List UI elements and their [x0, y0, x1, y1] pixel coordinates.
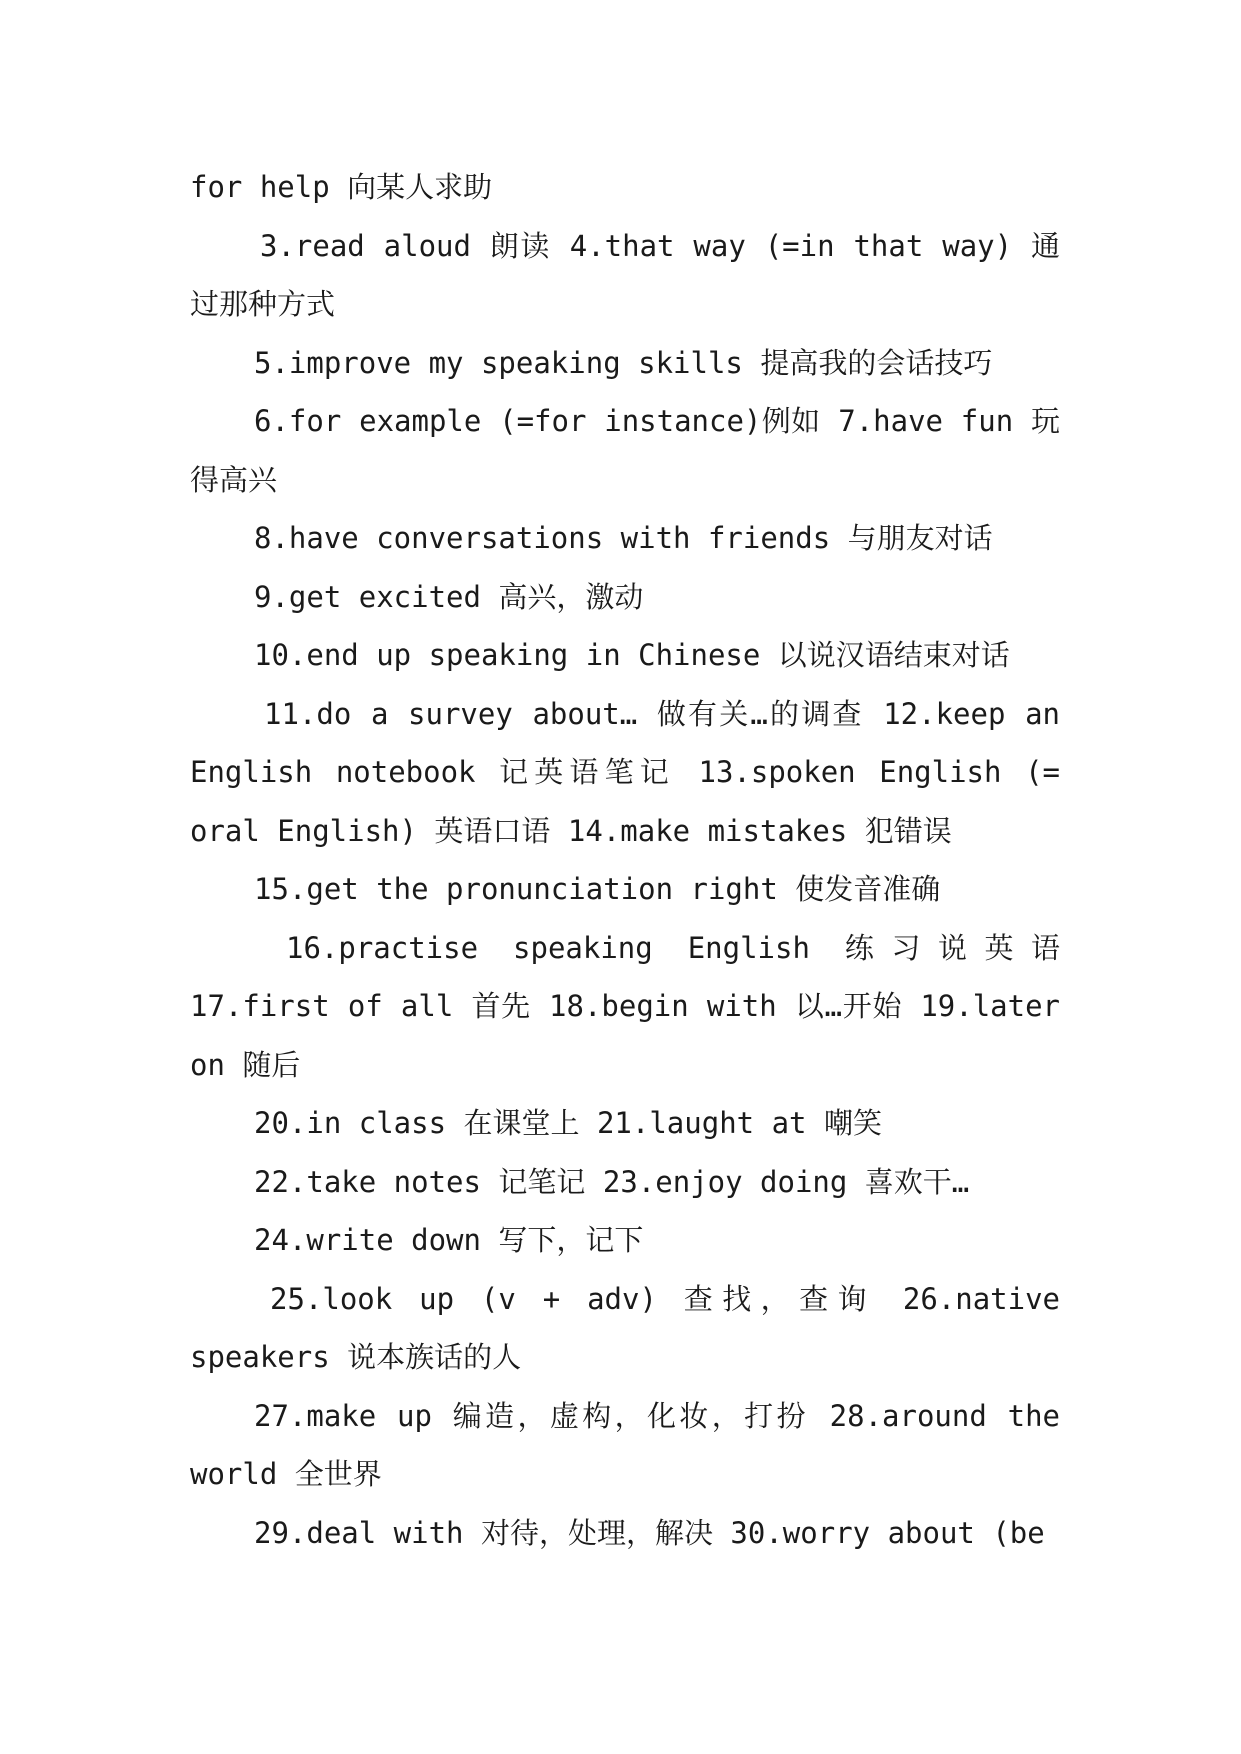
vocab-paragraph-3: 5.improve my speaking skills 提高我的会话技巧 [254, 345, 993, 380]
vocab-paragraph-12: 22.take notes 记笔记 23.enjoy doing 喜欢干… [254, 1164, 970, 1199]
vocab-paragraph-5: 8.have conversations with friends 与朋友对话 [254, 521, 993, 555]
vocab-paragraph-7: 10.end up speaking in Chinese 以说汉语结束对话 [254, 638, 1010, 672]
vocab-paragraph-4: 6.for example (=for instance)例如 7.have fun 玩得高兴 [190, 404, 1060, 497]
vocab-paragraph-9: 15.get the pronunciation right 使发音准确 [254, 872, 941, 906]
vocab-paragraph-13: 24.write down 写下，记下 [254, 1223, 644, 1257]
vocab-paragraph-2: 3.read aloud 朗读 4.that way (=in that way) 通过那种方式 [190, 228, 1060, 321]
vocab-paragraph-10: 16.practise speaking English 练习说英语 17.first of all 首先 18.begin with 以…开始 19.later on 随后 [190, 930, 1060, 1082]
vocab-paragraph-16: 29.deal with 对待，处理，解决 30.worry about (be [254, 1515, 1045, 1550]
vocab-paragraph-8: 11.do a survey about… 做有关…的调查 12.keep an English notebook 记英语笔记 13.spoken English (= oral English) 英语口语 14.make mistakes 犯错误 [190, 696, 1060, 848]
vocab-paragraph-14: 25.look up (v + adv) 查找，查询 26.native speakers 说本族话的人 [190, 1281, 1060, 1374]
vocab-paragraph-15: 27.make up 编造，虚构，化妆，打扮 28.around the world 全世界 [190, 1398, 1060, 1491]
vocab-paragraph-1: for help 向某人求助 [190, 170, 493, 204]
vocab-paragraph-6: 9.get excited 高兴，激动 [254, 579, 644, 614]
vocab-paragraph-11: 20.in class 在课堂上 21.laught at 嘲笑 [254, 1106, 882, 1140]
document-page [190, 158, 1060, 1562]
